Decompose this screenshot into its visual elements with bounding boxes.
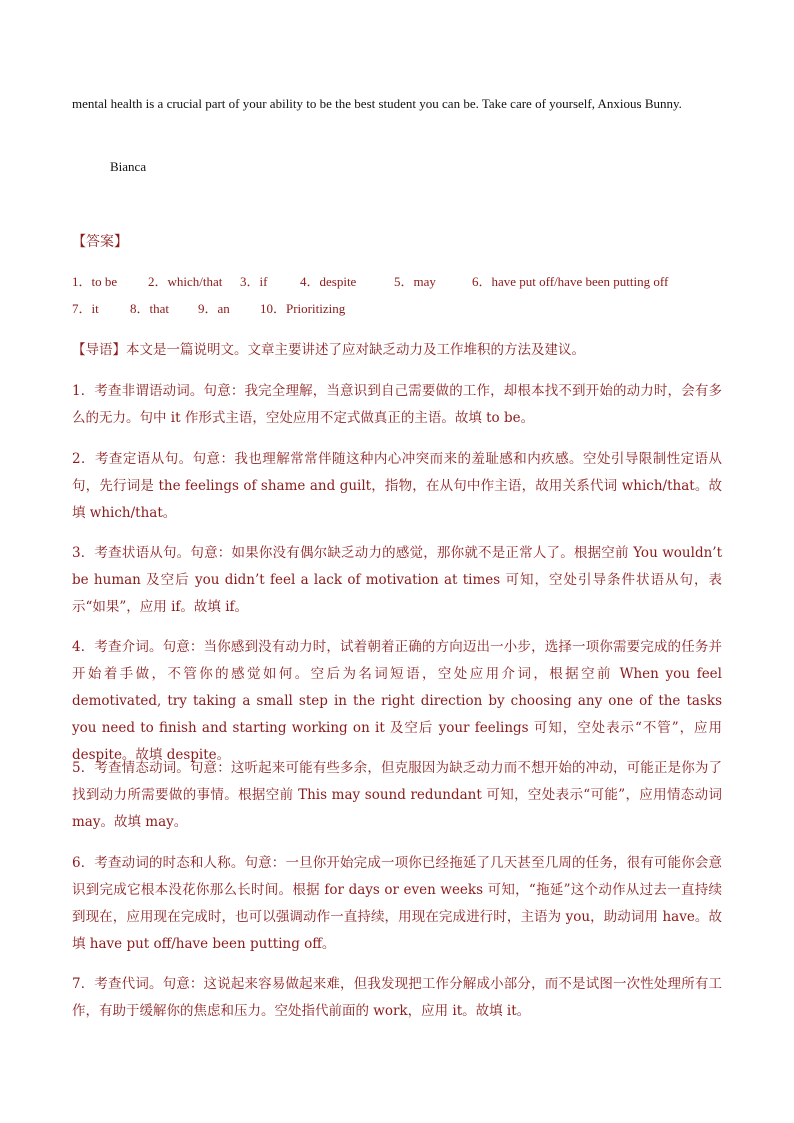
explanation-item-6: 6．考查动词的时态和人称。句意：一旦你开始完成一项你已经拖延了几天甚至几周的任务，很有可能你会意识到完成它根本没花你那么长时间。根据 for days or even weeks 可知，“拖延”这个动作从过去一直持续到现在，应用现在完成时，也可以强调动作一直持续，用现在完成进行时，主语为 you，助动词用 have。故填 have put off/have been putting off。 bbox=[72, 855, 722, 952]
answer-item: 4．despite bbox=[300, 274, 357, 289]
answer-item: 5．may bbox=[394, 274, 436, 289]
explanation-item-7: 7．考查代词。句意：这说起来容易做起来难，但我发现把工作分解成小部分，而不是试图一次性处理所有工作，有助于缓解你的焦虑和压力。空处指代前面的 work，应用 it。故填 it。 bbox=[72, 976, 722, 1019]
answer-item: 1．to be bbox=[72, 274, 118, 289]
answers-row-1 bbox=[72, 269, 732, 295]
answer-item: 7．it bbox=[72, 301, 99, 316]
answers-row-2 bbox=[72, 296, 732, 322]
answer-item: 6．have put off/have been putting off bbox=[472, 274, 669, 289]
explanation-item-1: 1．考查非谓语动词。句意：我完全理解，当意识到自己需要做的工作，却根本找不到开始的动力时，会有多么的无力。句中 it 作形式主语，空处应用不定式做真正的主语。故填 to be。 bbox=[72, 383, 722, 426]
answer-item: 3．if bbox=[240, 274, 268, 289]
answer-item: 2．which/that bbox=[148, 274, 223, 289]
explanation-item-5: 5．考查情态动词。句意：这听起来可能有些多余，但克服因为缺乏动力而不想开始的冲动，可能正是你为了找到动力所需要做的事情。根据空前 This may sound redundant 可知，空处表示“可能”，应用情态动词 may。故填 may。 bbox=[72, 760, 722, 830]
letter-closing-paragraph: mental health is a crucial part of your ability to be the best student you can be. Take care of yourself, Anxious Bunny. bbox=[72, 96, 682, 111]
answer-heading: 【答案】 bbox=[72, 234, 128, 250]
answer-item: 9．an bbox=[198, 301, 230, 316]
explanation-item-4: 4．考查介词。句意：当你感到没有动力时，试着朝着正确的方向迈出一小步，选择一项你需要完成的任务并开始着手做，不管你的感觉如何。空后为名词短语，空处应用介词，根据空前 When you feel demotivated, try taking a small step in the right direction by choosing any one of the tasks you need to finish and starting working on it 及空后 your feelings 可知，空处表示“不管”，应用 despite。故填 despite。 bbox=[72, 639, 722, 763]
answer-item: 8．that bbox=[130, 301, 169, 316]
explanation-item-3: 3．考查状语从句。句意：如果你没有偶尔缺乏动力的感觉，那你就不是正常人了。根据空前 You wouldn’t be human 及空后 you didn’t feel a lack of motivation at times 可知，空处引导条件状语从句，表示“如果”，应用 if。故填 if。 bbox=[72, 545, 722, 615]
letter-signature: Bianca bbox=[110, 159, 147, 174]
explanation-item-2: 2．考查定语从句。句意：我也理解常常伴随这种内心冲突而来的羞耻感和内疚感。空处引导限制性定语从句，先行词是 the feelings of shame and guilt，指物，在从句中作主语，故用关系代词 which/that。故填 which/that。 bbox=[72, 451, 722, 521]
guide-paragraph: 【导语】本文是一篇说明文。文章主要讲述了应对缺乏动力及工作堆积的方法及建议。 bbox=[72, 342, 585, 358]
answer-item: 10．Prioritizing bbox=[260, 301, 346, 316]
